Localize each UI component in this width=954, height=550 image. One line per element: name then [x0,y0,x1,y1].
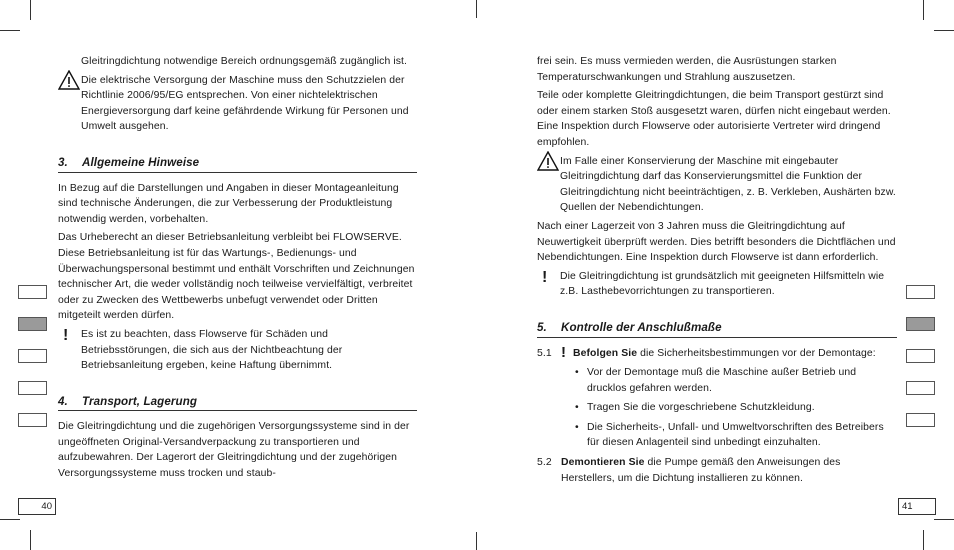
paragraph-transport-damage: Teile oder komplette Gleitringdichtungen, die beim Transport gestürzt sind oder einem starken Stoß ausgesetzt waren, dürfen nicht eingebaut werden. Eine Inspektion durch Flowserve oder autorisierte Vertreter wird dringend empfohlen. [537,90,891,148]
section-3-paragraph-2: Das Urheberecht an dieser Betriebsanleitung verbleibt bei FLOWSERVE. Diese Betriebsanleitung ist für das Wartungs-, Bedienungs- und Überwachungspersonal bestimmt und enthält Vorschriften und Zeichnungen technischer Art, die weder vollständig noch teilweise vervielfältigt, verbreitet oder zu Zwecken des Wettbewerbs unbefugt verwendet oder Dritten mitgeteilt werden dürfen. [58,232,415,322]
section-number: 3. [58,155,68,169]
paragraph-storage: Nach einer Lagerzeit von 3 Jahren muss die Gleitringdichtung auf Neuwertigkeit überprüft werden. Dies betrifft besonders die Dichtflächen und Nebendichtungen. Eine Inspektion durch Flowserve ist dann erforderlich. [537,220,896,264]
note-text: Die Gleitringdichtung ist grundsätzlich mit geeigneten Hilfsmitteln wie z.B. Lasthebevorrichtungen zu transportieren. [560,270,885,298]
step-number: 5.1 [537,347,552,359]
section-3-paragraph-1: In Bezug auf die Darstellungen und Angaben in dieser Montageanleitung sind technische Änderungen, die zur Verbesserung der Produktleistung notwendig werden, vorbehalten. [58,182,399,225]
warning-text: Im Falle einer Konservierung der Maschine mit eingebauter Gleitringdichtung darf das Konservierungsmittel die Funktion der Gleitringdichtung nicht beeinträchtigen, z. B. Verkleben, Aushärten bzw. Quellen der Nebendichtungen. [560,155,896,214]
list-item: • Die Sicherheits-, Unfall- und Umweltvorschriften des Betreibers für diesen Anlagenteil sind unbedingt einzuhalten. [575,420,897,451]
list-item: • Vor der Demontage muß die Maschine außer Betrieb und drucklos gefahren werden. [575,365,897,396]
section-number: 5. [537,320,547,334]
section-3-heading [58,155,417,173]
exclamation-icon: ! [542,268,548,286]
section-title: Allgemeine Hinweise [82,155,200,169]
section-4-paragraph-1: Die Gleitringdichtung und die zugehörigen Versorgungssysteme sind in der ungeöffneten Original-Versandverpackung zu transportieren und aufzubewahren. Der Lagerort der Gleitringdichtung und der zugehörigen Versorgungssysteme muss trocken und staub- [58,421,410,480]
step-5-2 [537,455,897,486]
attention-note [537,269,897,300]
right-column [537,54,897,490]
step-action: Befolgen Sie [573,347,638,359]
right-page [477,0,954,550]
step-number: 5.2 [537,457,552,469]
section-number: 4. [58,394,68,408]
attention-note [58,327,417,374]
step-action: Demontieren Sie [561,457,645,469]
warning-note [58,73,417,135]
intro-continuation: Gleitringdichtung notwendige Bereich ordnungsgemäß zugänglich ist. [81,56,408,67]
safety-list [575,365,897,451]
warning-triangle-icon [58,70,80,90]
section-4-heading [58,394,417,412]
exclamation-icon: ! [561,343,567,361]
left-column [58,54,417,485]
page-number-right: 41 [898,498,936,515]
section-5-heading [537,320,897,338]
step-5-1 [537,343,897,362]
warning-triangle-icon [537,151,559,171]
continued-paragraph: frei sein. Es muss vermieden werden, die Ausrüstungen starken Temperaturschwankungen und Strahlung auszusetzen. [537,56,837,83]
step-text: die Pumpe gemäß den Anweisungen des Herstellers, um die Dichtung installieren zu können. [561,457,841,484]
warning-note [537,154,897,216]
list-item: • Tragen Sie die vorgeschriebene Schutzkleidung. [575,400,897,416]
exclamation-icon: ! [63,326,69,344]
note-text: Es ist zu beachten, dass Flowserve für Schäden und Betriebsstörungen, die sich aus der Nichtbeachtung der Betriebsanleitung ergeben, keine Haftung übernimmt. [81,328,343,372]
page-number-left: 40 [18,498,56,515]
step-text: die Sicherheitsbestimmungen vor der Demontage: [637,347,876,359]
section-title: Kontrolle der Anschlußmaße [561,320,722,334]
warning-text: Die elektrische Versorgung der Maschine muss den Schutzzielen der Richtlinie 2006/95/EG entsprechen. Von einer nichtelektrischen Energieversorgung darf keine gefährdende Wirkung für Personen und Umwelt ausgehen. [81,74,409,133]
section-title: Transport, Lagerung [82,394,198,408]
